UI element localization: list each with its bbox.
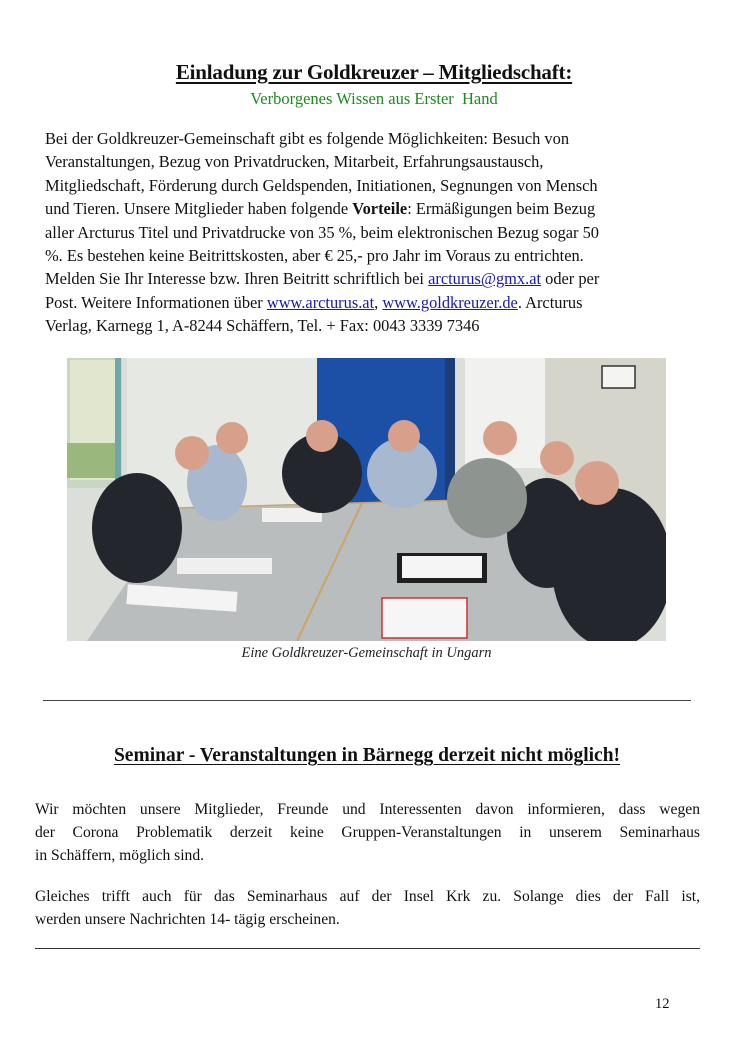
page-number: 12 xyxy=(655,996,670,1012)
seminar-line: in Schäffern, möglich sind. xyxy=(35,847,205,864)
intro-text: Melden Sie Ihr Interesse bzw. Ihren Beitritt schriftlich bei xyxy=(45,269,429,289)
section-divider xyxy=(35,948,700,949)
intro-text: Post. Weitere Informationen über xyxy=(45,292,267,312)
intro-line: aller Arcturus Titel und Privatdrucke von 35 %, beim elektronischen Bezug sogar 50 xyxy=(45,222,599,242)
seminar-line: der Corona Problematik derzeit keine Gruppen-Veranstaltungen in unserem Seminarhaus xyxy=(35,824,700,841)
intro-line xyxy=(45,197,705,220)
intro-text: . Arcturus xyxy=(517,292,583,312)
page-subtitle: Verborgenes Wissen aus Erster Hand xyxy=(250,89,498,108)
intro-paragraph xyxy=(45,127,705,338)
intro-line xyxy=(45,291,705,314)
seminar-line: Wir möchten unsere Mitglieder, Freunde und Interessenten davon informieren, dass wegen xyxy=(35,801,700,818)
section-divider xyxy=(43,700,691,701)
intro-text: , xyxy=(374,292,383,312)
intro-text: : Ermäßigungen beim Bezug xyxy=(407,199,596,219)
page-title: Einladung zur Goldkreuzer – Mitgliedschaft: xyxy=(175,60,573,84)
intro-line: Mitgliedschaft, Förderung durch Geldspenden, Initiationen, Segnungen von Mensch xyxy=(45,175,598,195)
seminar-paragraph-2 xyxy=(35,885,700,931)
seminar-line: werden unsere Nachrichten 14- tägig erscheinen. xyxy=(35,911,340,928)
seminar-paragraph-1 xyxy=(35,798,700,867)
goldkreuzer-website-link[interactable]: www.goldkreuzer.de xyxy=(382,292,518,312)
intro-line: Bei der Goldkreuzer-Gemeinschaft gibt es folgende Möglichkeiten: Besuch von xyxy=(45,129,570,148)
intro-line: Veranstaltungen, Bezug von Privatdrucken, Mitarbeit, Erfahrungsaustausch, xyxy=(45,152,544,172)
intro-line xyxy=(45,267,705,290)
email-link[interactable]: arcturus@gmx.at xyxy=(428,269,542,289)
intro-line: %. Es bestehen keine Beitrittskosten, aber € 25,- pro Jahr im Voraus zu entrichten. xyxy=(45,246,584,266)
vorteile-bold: Vorteile xyxy=(352,199,408,219)
group-photo xyxy=(67,358,666,641)
intro-line: Verlag, Karnegg 1, A-8244 Schäffern, Tel. + Fax: 0043 3339 7346 xyxy=(45,316,480,336)
seminar-line: Gleiches trifft auch für das Seminarhaus auf der Insel Krk zu. Solange dies der Fall ist, xyxy=(35,888,700,905)
intro-text: und Tieren. Unsere Mitglieder haben folgende xyxy=(45,199,353,219)
arcturus-website-link[interactable]: www.arcturus.at xyxy=(266,292,375,312)
seminar-heading: Seminar - Veranstaltungen in Bärnegg derzeit nicht möglich! xyxy=(113,745,621,766)
photo-caption: Eine Goldkreuzer-Gemeinschaft in Ungarn xyxy=(241,645,492,661)
group-photo-illustration xyxy=(67,358,666,641)
intro-text: oder per xyxy=(541,269,600,289)
